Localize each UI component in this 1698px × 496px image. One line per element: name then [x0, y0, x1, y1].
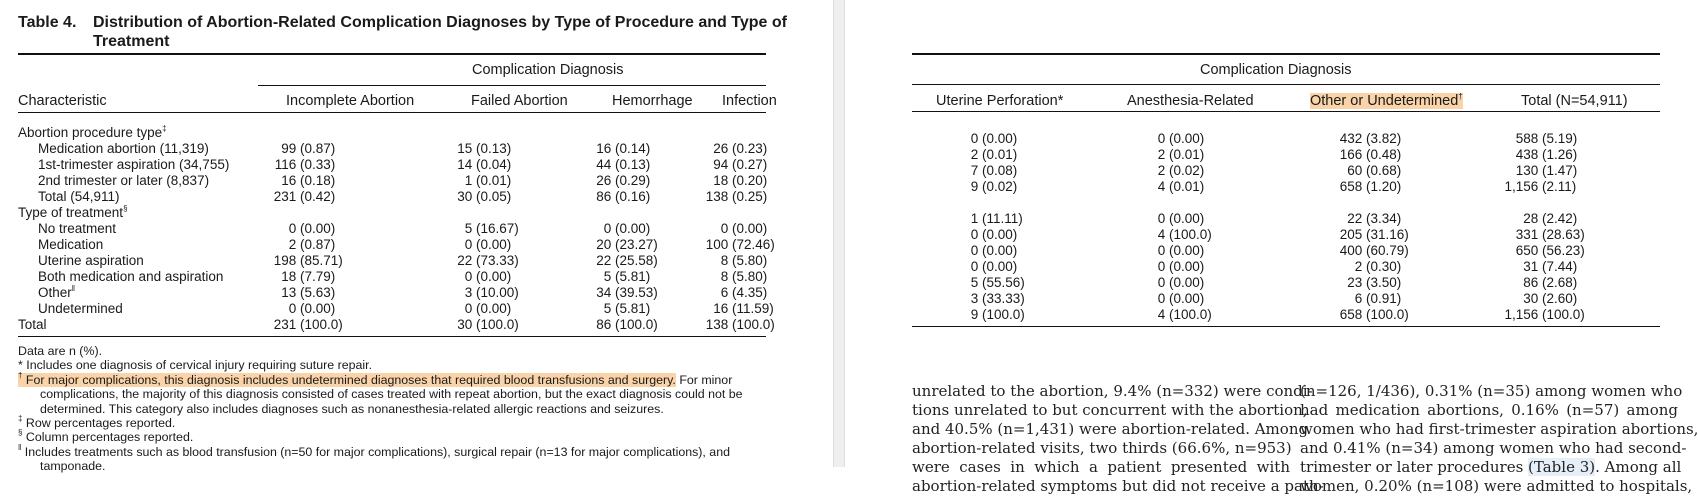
cell-failed-abortion: 0 (0.00)	[464, 269, 512, 284]
body-line: abortion-related visits, two thirds (66.6%, n=953)	[912, 439, 1292, 457]
body-text: . Among all	[1595, 458, 1682, 476]
cell-incomplete-abortion: 0 (0.00)	[288, 301, 336, 316]
cell-other-undetermined: 23 (3.50)	[1347, 275, 1402, 290]
footnote-text: tamponade.	[40, 459, 106, 474]
body-text-column-2	[1300, 382, 1698, 496]
col-header-total: Total (N=54,911)	[1521, 93, 1628, 109]
table-label: Table 4.	[18, 14, 77, 31]
footnote-section	[18, 430, 818, 444]
cell-hemorrhage: 34 (39.53)	[596, 285, 658, 300]
footnote-dagger	[18, 370, 818, 416]
cell-incomplete-abortion: 231 (0.42)	[273, 189, 336, 204]
cell-failed-abortion: 1 (0.01)	[464, 173, 512, 188]
cell-anesthesia-related: 4 (100.0)	[1157, 227, 1212, 242]
header-bottom-rule	[18, 112, 766, 113]
cell-failed-abortion: 15 (0.13)	[457, 141, 512, 156]
cell-anesthesia-related: 4 (100.0)	[1157, 307, 1212, 322]
col-header-anesthesia-related: Anesthesia-Related	[1127, 93, 1254, 109]
cell-anesthesia-related: 0 (0.00)	[1157, 291, 1205, 306]
cell-uterine-perforation: 9 (100.0)	[970, 307, 1025, 322]
table-title-line1: Distribution of Abortion-Related Complication Diagnoses by Type of Procedure and Type of	[93, 14, 787, 31]
table-3-link[interactable]: (Table 3)	[1528, 458, 1596, 476]
cell-anesthesia-related: 2 (0.02)	[1157, 163, 1205, 178]
header-bottom-rule-right	[912, 111, 1660, 112]
footnote-mark: *	[18, 358, 23, 373]
cell-anesthesia-related: 0 (0.00)	[1157, 211, 1205, 226]
cell-failed-abortion: 14 (0.04)	[457, 157, 512, 172]
body-text: trimester or later procedures	[1300, 458, 1529, 476]
cell-hemorrhage: 22 (25.58)	[596, 253, 658, 268]
footnote-text: Row percentages reported.	[25, 416, 176, 431]
body-line: were cases in which a patient presented with	[912, 458, 1290, 476]
cell-failed-abortion: 0 (0.00)	[464, 301, 512, 316]
row-label: Undetermined	[38, 301, 123, 316]
section-label: Abortion procedure type	[18, 125, 163, 140]
body-line: and 40.5% (n=1,431) were abortion-related. Among	[912, 420, 1309, 438]
cell-total: 650 (56.23)	[1515, 243, 1585, 258]
body-line: unrelated to the abortion, 9.4% (n=332) were condi-	[912, 382, 1313, 400]
footnote-text: Includes one diagnosis of cervical injury requiring suture repair.	[26, 358, 373, 373]
cell-anesthesia-related: 0 (0.00)	[1157, 259, 1205, 274]
section-label: Type of treatment	[18, 205, 124, 220]
cell-other-undetermined: 22 (3.34)	[1347, 211, 1402, 226]
cell-infection: 8 (5.80)	[720, 269, 768, 284]
col-header-other-undetermined	[1310, 93, 1463, 109]
cell-total: 1,156 (2.11)	[1504, 179, 1577, 194]
cell-infection: 138 (100.0)	[705, 317, 775, 332]
row-label: No treatment	[38, 221, 117, 236]
cell-hemorrhage: 5 (5.81)	[603, 269, 651, 284]
footnote-mark: ‖	[18, 442, 22, 452]
cell-anesthesia-related: 4 (0.01)	[1157, 179, 1205, 194]
cell-anesthesia-related: 0 (0.00)	[1157, 275, 1205, 290]
cell-uterine-perforation: 9 (0.02)	[970, 179, 1018, 194]
cell-incomplete-abortion: 198 (85.71)	[273, 253, 343, 268]
cell-infection: 26 (0.23)	[713, 141, 768, 156]
group-header-rule	[258, 85, 766, 86]
cell-incomplete-abortion: 116 (0.33)	[274, 157, 336, 172]
cell-infection: 100 (72.46)	[705, 237, 775, 252]
col-header-infection: Infection	[722, 93, 777, 109]
cell-incomplete-abortion: 18 (7.79)	[281, 269, 336, 284]
cell-uterine-perforation: 3 (33.33)	[970, 291, 1025, 306]
cell-anesthesia-related: 0 (0.00)	[1157, 243, 1205, 258]
cell-uterine-perforation: 2 (0.01)	[970, 147, 1018, 162]
row-label: 2nd trimester or later (8,837)	[38, 173, 210, 188]
cell-other-undetermined: 400 (60.79)	[1339, 243, 1409, 258]
cell-hemorrhage: 26 (0.29)	[596, 173, 651, 188]
cell-uterine-perforation: 0 (0.00)	[970, 131, 1018, 146]
cell-infection: 0 (0.00)	[720, 221, 768, 236]
cell-other-undetermined: 60 (0.68)	[1347, 163, 1402, 178]
footnote-mark: *	[1057, 93, 1064, 109]
highlighted-text	[1310, 93, 1463, 109]
cell-hemorrhage: 86 (100.0)	[596, 317, 658, 332]
left-page	[0, 0, 833, 474]
footnote-text: determined. This category also includes diagnoses such as nonanesthesia-related allergic reactions and seizures.	[40, 401, 664, 416]
table-footnotes	[18, 344, 818, 474]
cell-uterine-perforation: 0 (0.00)	[970, 227, 1018, 242]
cell-infection: 16 (11.59)	[713, 301, 774, 316]
cell-other-undetermined: 2 (0.30)	[1354, 259, 1402, 274]
body-line: (n=126, 1/436), 0.31% (n=35) among women who	[1300, 382, 1683, 400]
group-header-left: Complication Diagnosis	[472, 62, 624, 78]
cell-total: 1,156 (100.0)	[1504, 307, 1585, 322]
footnote-text: For minor	[679, 372, 733, 387]
row-label-other	[38, 285, 75, 300]
group-header-rule-right	[912, 84, 1660, 85]
cell-failed-abortion: 22 (73.33)	[457, 253, 519, 268]
cell-total: 30 (2.60)	[1523, 291, 1578, 306]
footnote-data: Data are n (%).	[18, 344, 103, 358]
cell-failed-abortion: 3 (10.00)	[464, 285, 519, 300]
footnote-text: Column percentages reported.	[25, 430, 194, 445]
row-label: Medication	[38, 237, 104, 252]
cell-total: 28 (2.42)	[1523, 211, 1578, 226]
group-header-right: Complication Diagnosis	[1200, 62, 1352, 78]
row-label: Uterine aspiration	[38, 253, 144, 268]
footnote-star	[18, 358, 818, 372]
row-label: Both medication and aspiration	[38, 269, 224, 284]
section-treatment-type	[18, 205, 128, 220]
cell-failed-abortion: 30 (0.05)	[457, 189, 512, 204]
col-header-text: Other or Undetermined	[1310, 93, 1459, 109]
highlighted-text	[18, 370, 676, 387]
footnote-mark: §	[123, 204, 128, 213]
table-bottom-rule-right	[912, 326, 1660, 327]
body-line: women who had first-trimester aspiration abortions,	[1300, 420, 1698, 438]
cell-uterine-perforation: 0 (0.00)	[970, 259, 1018, 274]
cell-incomplete-abortion: 2 (0.87)	[288, 237, 336, 252]
table-bottom-rule-left	[18, 336, 766, 337]
cell-infection: 8 (5.80)	[720, 253, 768, 268]
col-header-incomplete-abortion: Incomplete Abortion	[286, 93, 415, 109]
cell-infection: 6 (4.35)	[720, 285, 768, 300]
cell-other-undetermined: 658 (100.0)	[1339, 307, 1409, 322]
cell-uterine-perforation: 0 (0.00)	[970, 243, 1018, 258]
cell-hemorrhage: 44 (0.13)	[596, 157, 651, 172]
body-line: abortion-related symptoms but did not receive a path-	[912, 477, 1324, 495]
body-text-column-1	[912, 382, 1324, 496]
cell-hemorrhage: 86 (0.16)	[596, 189, 651, 204]
row-label: Medication abortion (11,319)	[38, 141, 209, 156]
col-header-uterine-perforation	[936, 93, 1063, 109]
table-top-rule	[18, 53, 766, 55]
cell-total: 31 (7.44)	[1523, 259, 1578, 274]
cell-hemorrhage: 0 (0.00)	[603, 221, 651, 236]
cell-other-undetermined: 432 (3.82)	[1339, 131, 1402, 146]
col-header-failed-abortion: Failed Abortion	[471, 93, 568, 109]
footnote-ddagger	[18, 416, 818, 430]
cell-other-undetermined: 6 (0.91)	[1354, 291, 1402, 306]
cell-uterine-perforation: 5 (55.56)	[970, 275, 1025, 290]
footnote-parallel	[18, 442, 818, 474]
footnote-text: complications, the majority of this diagnosis consisted of cases treated with repeat abortion, but the exact diagnosis could not be	[40, 387, 743, 402]
cell-hemorrhage: 16 (0.14)	[596, 141, 651, 156]
body-line: and 0.41% (n=34) among women who had second-	[1300, 439, 1687, 457]
footnote-mark: ‡	[162, 124, 167, 133]
cell-hemorrhage: 20 (23.27)	[596, 237, 658, 252]
cell-incomplete-abortion: 231 (100.0)	[273, 317, 343, 332]
row-label: Other	[38, 285, 72, 300]
cell-total: 331 (28.63)	[1515, 227, 1585, 242]
cell-infection: 138 (0.25)	[705, 189, 768, 204]
cell-uterine-perforation: 1 (11.11)	[970, 211, 1023, 226]
body-line	[1300, 458, 1682, 477]
cell-incomplete-abortion: 16 (0.18)	[281, 173, 336, 188]
table-title-line2: Treatment	[93, 33, 170, 50]
cell-failed-abortion: 30 (100.0)	[457, 317, 519, 332]
row-label: Total	[18, 317, 47, 332]
cell-failed-abortion: 0 (0.00)	[464, 237, 512, 252]
footnote-mark: ‡	[18, 414, 23, 424]
cell-other-undetermined: 205 (31.16)	[1339, 227, 1409, 242]
col-header-hemorrhage: Hemorrhage	[612, 93, 693, 109]
cell-other-undetermined: 166 (0.48)	[1339, 147, 1402, 162]
table-title	[18, 13, 818, 51]
body-line: tions unrelated to but concurrent with the abortion,	[912, 401, 1308, 419]
cell-total: 130 (1.47)	[1515, 163, 1578, 178]
table-top-rule-right	[912, 53, 1660, 55]
cell-anesthesia-related: 2 (0.01)	[1157, 147, 1205, 162]
cell-incomplete-abortion: 13 (5.63)	[281, 285, 336, 300]
right-page	[845, 0, 1698, 495]
cell-total: 588 (5.19)	[1515, 131, 1578, 146]
body-line: women, 0.20% (n=108) were admitted to hospitals,	[1300, 477, 1693, 495]
row-label: Total (54,911)	[38, 189, 120, 204]
cell-total: 438 (1.26)	[1515, 147, 1578, 162]
cell-anesthesia-related: 0 (0.00)	[1157, 131, 1205, 146]
col-header-text: Uterine Perforation	[936, 93, 1058, 109]
body-line: had medication abortions, 0.16% (n=57) among	[1300, 401, 1678, 419]
section-procedure-type	[18, 125, 167, 140]
row-label: 1st-trimester aspiration (34,755)	[38, 157, 230, 172]
cell-infection: 18 (0.20)	[713, 173, 768, 188]
cell-infection: 94 (0.27)	[713, 157, 768, 172]
footnote-mark: †	[1458, 92, 1463, 101]
page-gutter	[833, 0, 845, 467]
cell-incomplete-abortion: 99 (0.87)	[281, 141, 336, 156]
footnote-mark: ‖	[71, 284, 76, 293]
footnote-mark: §	[18, 428, 23, 438]
footnote-text: Includes treatments such as blood transfusion (n=50 for major complications), surgical repair (n=13 for major complications), and	[24, 444, 730, 459]
cell-hemorrhage: 5 (5.81)	[603, 301, 651, 316]
cell-other-undetermined: 658 (1.20)	[1339, 179, 1402, 194]
cell-total: 86 (2.68)	[1523, 275, 1578, 290]
cell-incomplete-abortion: 0 (0.00)	[288, 221, 336, 236]
cell-failed-abortion: 5 (16.67)	[464, 221, 519, 236]
footnote-mark: †	[18, 370, 23, 380]
col-header-characteristic: Characteristic	[18, 93, 107, 109]
footnote-text: For major complications, this diagnosis includes undetermined diagnoses that required blood transfusions and surgery.	[25, 372, 676, 387]
cell-uterine-perforation: 7 (0.08)	[970, 163, 1018, 178]
